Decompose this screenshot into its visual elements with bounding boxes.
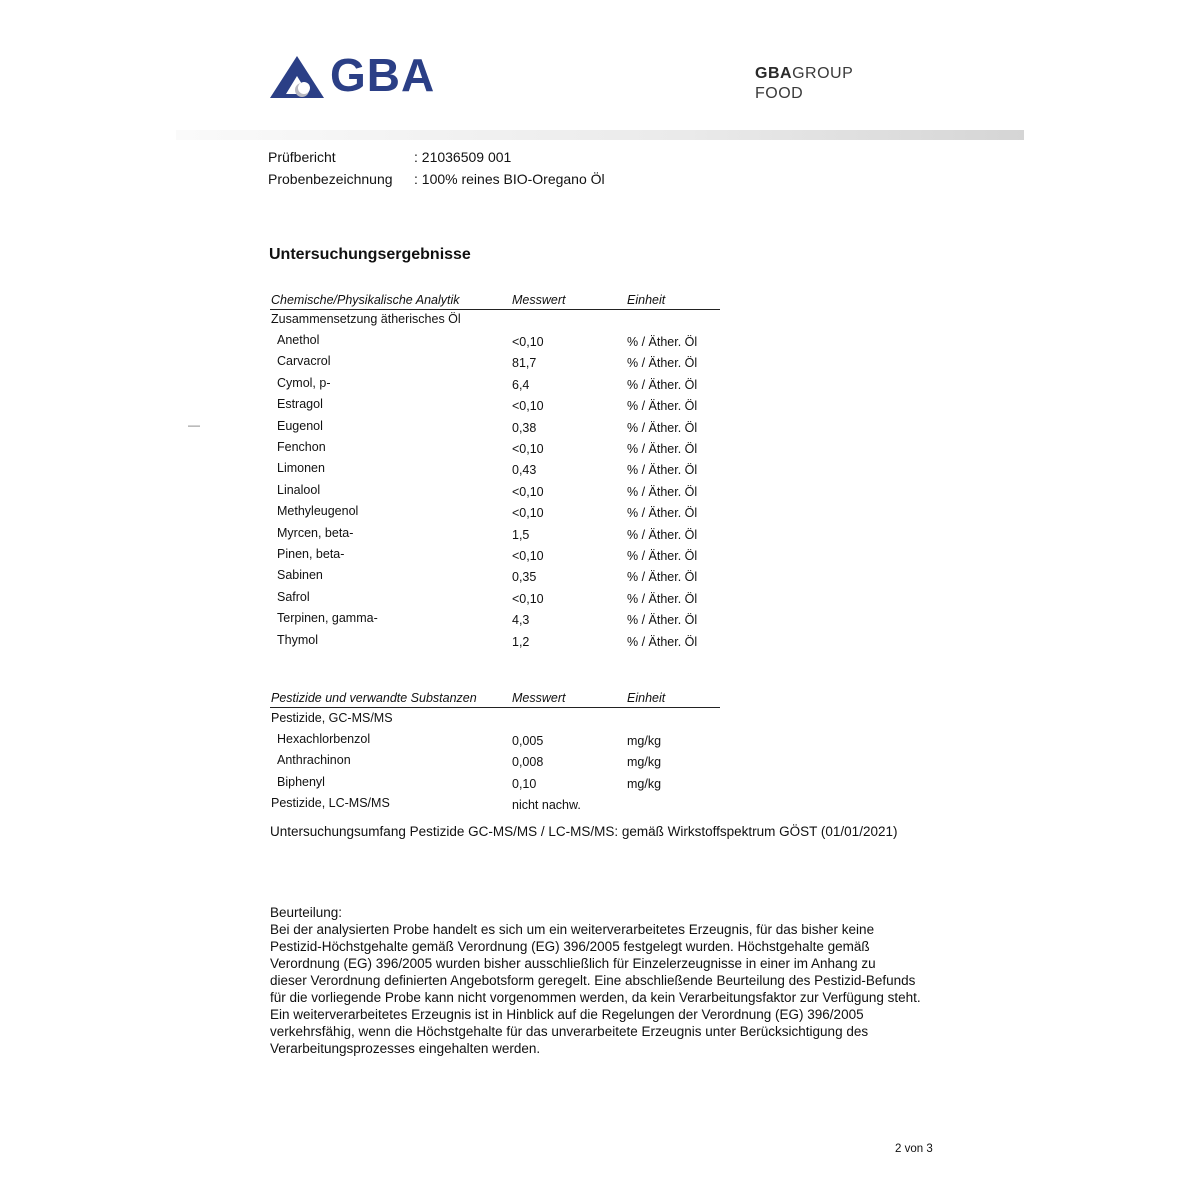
assessment-line: Ein weiterverarbeitetes Erzeugnis ist in Hinblick auf die Regelungen der Verordnung (EG) 396/2005 (270, 1007, 864, 1022)
chem-row-unit: % / Äther. Öl (627, 634, 698, 649)
chem-row-name: Myrcen, beta- (277, 525, 354, 540)
chem-group-label: Zusammensetzung ätherisches Öl (271, 312, 461, 326)
chem-row-name: Cymol, p- (277, 375, 331, 390)
chem-row-value: 1,2 (512, 634, 530, 649)
assessment-line: Bei der analysierten Probe handelt es sich um ein weiterverarbeitetes Erzeugnis, für das bisher keine (270, 922, 875, 937)
chem-row-unit: % / Äther. Öl (627, 442, 698, 456)
chem-row-unit: % / Äther. Öl (627, 570, 698, 585)
chem-row-value: <0,10 (512, 399, 544, 414)
pest-row-name: Hexachlorbenzol (277, 732, 371, 746)
group-brand-bold: GBA (755, 65, 793, 82)
chem-header-unit: Einheit (627, 293, 666, 307)
assessment-line: dieser Verordnung definierten Angebotsform geregelt. Eine abschließende Beurteilung des Pestizid-Befunds (270, 973, 916, 988)
chem-row-value: <0,10 (512, 442, 544, 456)
chem-row-unit: % / Äther. Öl (627, 399, 698, 414)
results-title: Untersuchungsergebnisse (269, 246, 471, 263)
chem-row-unit: % / Äther. Öl (627, 484, 698, 499)
assessment-line: verkehrsfähig, wenn die Höchstgehalte für das unverarbeitete Erzeugnis unter Berücksichtigung des (270, 1024, 869, 1039)
chem-row-value: 0,43 (512, 463, 537, 478)
chem-row-name: Limonen (277, 461, 325, 476)
assessment-line: Pestizid-Höchstgehalte gemäß Verordnung (EG) 396/2005 festgelegt wurden. Höchstgehalte gemäß (270, 939, 870, 954)
chem-row-unit: % / Äther. Öl (627, 549, 698, 563)
pest-row-unit: mg/kg (627, 734, 662, 748)
page-number: 2 von 3 (895, 1143, 933, 1155)
chem-row-name: Terpinen, gamma- (277, 611, 378, 626)
chem-header-rule (270, 309, 720, 310)
pest-group-lc: Pestizide, LC-MS/MS (271, 796, 390, 810)
chem-row-name: Eugenol (277, 418, 323, 433)
chem-header-value: Messwert (512, 293, 566, 307)
sample-name-label: Probenbezeichnung (268, 171, 393, 187)
pest-row-name: Biphenyl (277, 774, 325, 789)
chem-row-unit: % / Äther. Öl (627, 506, 698, 521)
chem-row-value: <0,10 (512, 484, 544, 499)
logo-wordmark: GBA (330, 49, 436, 101)
chem-row-name: Estragol (277, 397, 323, 412)
chem-row-value: <0,10 (512, 506, 544, 521)
pest-header-analysis: Pestizide und verwandte Substanzen (271, 691, 477, 705)
chem-row-value: 1,5 (512, 527, 530, 542)
pest-header-rule (270, 707, 720, 708)
chem-row-unit: % / Äther. Öl (627, 613, 698, 628)
chem-row-value: <0,10 (512, 335, 544, 349)
chem-row-name: Methyleugenol (277, 504, 359, 519)
header-divider-bar (176, 130, 1024, 140)
assessment-line: Verordnung (EG) 396/2005 wurden bisher ausschließlich für Einzelerzeugnisse in einer im Anhang zu (270, 956, 876, 971)
pest-row-unit: mg/kg (627, 776, 662, 791)
chem-row-name: Safrol (277, 589, 310, 604)
assessment (270, 904, 960, 1057)
report-number-label: Prüfbericht (268, 149, 336, 165)
report-number-value: : 21036509 001 (414, 149, 512, 165)
chem-row-value: 6,4 (512, 377, 530, 392)
chem-row-value: 0,38 (512, 420, 537, 435)
assessment-line: für die vorliegende Probe kann nicht vorgenommen werden, da kein Verarbeitungsfaktor zur Verfügung steht. (270, 990, 921, 1005)
chem-row-name: Linalool (277, 482, 321, 497)
pest-row-value: 0,008 (512, 755, 544, 770)
chem-row-name: Pinen, beta- (277, 547, 345, 561)
pest-header-unit: Einheit (627, 691, 666, 705)
margin-mark: — (188, 418, 200, 432)
report-number-row (268, 148, 511, 166)
chem-row-unit: % / Äther. Öl (627, 356, 698, 371)
assessment-title: Beurteilung: (270, 905, 343, 920)
chem-header-analysis: Chemische/Physikalische Analytik (271, 293, 460, 307)
chem-row-unit: % / Äther. Öl (627, 527, 698, 542)
chem-row-name: Anethol (277, 333, 320, 347)
company-logo (268, 49, 443, 104)
pest-row-value: 0,005 (512, 734, 544, 748)
pest-group-gc: Pestizide, GC-MS/MS (271, 711, 393, 725)
chem-row-unit: % / Äther. Öl (627, 463, 698, 478)
gba-triangle-logo-icon (268, 54, 328, 100)
chem-row-unit: % / Äther. Öl (627, 335, 698, 349)
chem-row-value: <0,10 (512, 549, 544, 563)
group-brand-rest: GROUP (792, 65, 854, 82)
chem-row-name: Fenchon (277, 440, 326, 454)
chem-row-unit: % / Äther. Öl (627, 591, 698, 606)
chem-row-value: 4,3 (512, 613, 530, 628)
pest-row-unit: mg/kg (627, 755, 662, 770)
scope-text: Untersuchungsumfang Pestizide GC-MS/MS / LC-MS/MS: gemäß Wirkstoffspektrum GÖST (01/01/2021) (270, 824, 898, 839)
chem-row-name: Thymol (277, 632, 318, 647)
chem-row-name: Sabinen (277, 568, 323, 583)
assessment-line: Verarbeitungsprozesses eingehalten werden. (270, 1041, 541, 1056)
chem-row-value: 81,7 (512, 356, 537, 371)
pest-row-value: 0,10 (512, 776, 537, 791)
pest-group-lc-value: nicht nachw. (512, 798, 581, 812)
sample-name-value: : 100% reines BIO-Oregano Öl (414, 171, 605, 187)
group-brand (755, 64, 853, 104)
sample-name-row (268, 170, 605, 188)
chem-row-value: 0,35 (512, 570, 537, 585)
group-brand-food: FOOD (755, 85, 804, 102)
pest-header-value: Messwert (512, 691, 566, 705)
chem-row-unit: % / Äther. Öl (627, 377, 698, 392)
chem-row-value: <0,10 (512, 591, 544, 606)
pest-row-name: Anthrachinon (277, 753, 351, 768)
chem-row-unit: % / Äther. Öl (627, 420, 698, 435)
chem-row-name: Carvacrol (277, 354, 331, 369)
assessment-text (270, 921, 960, 1057)
